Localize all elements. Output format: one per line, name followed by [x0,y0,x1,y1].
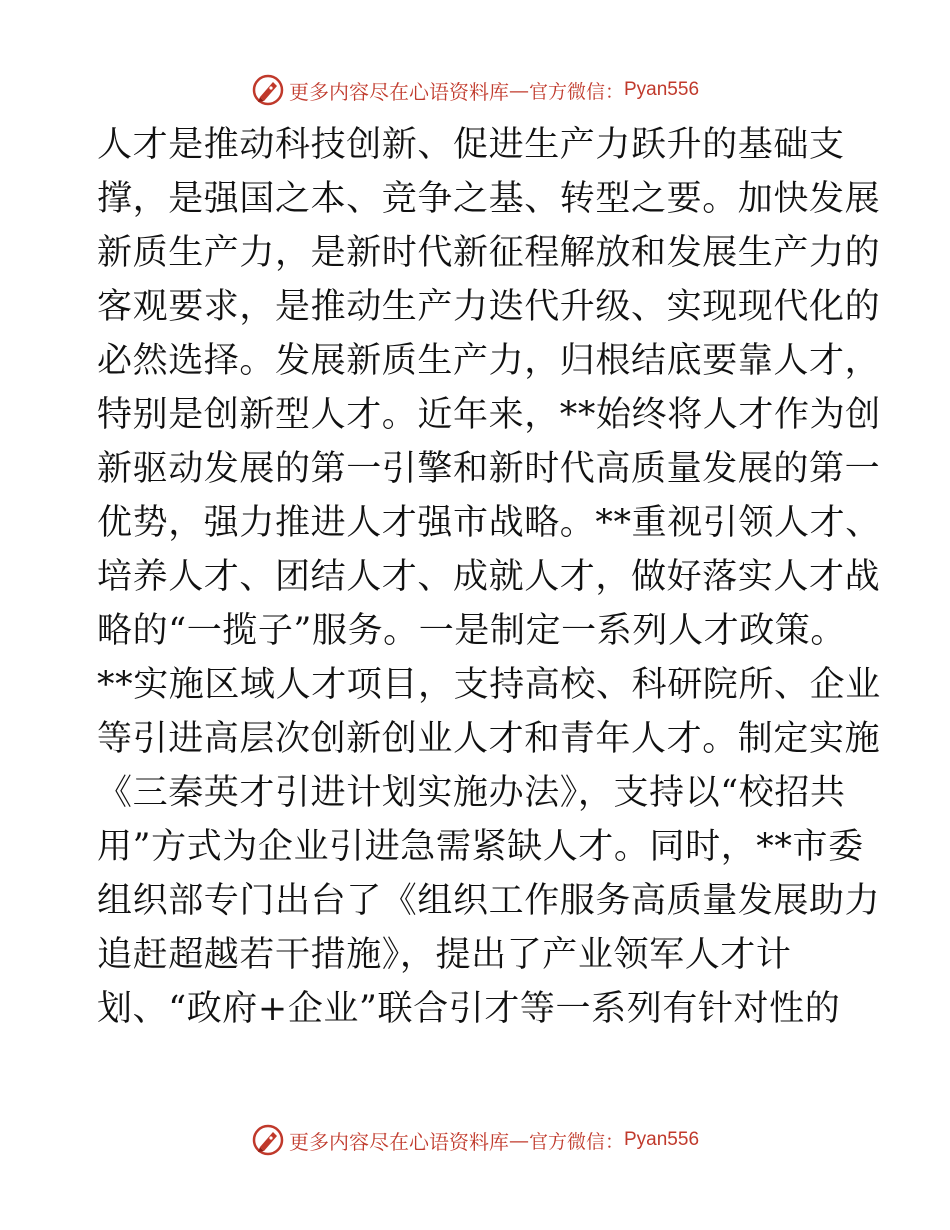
banner-wechat-id: Pyan556 [624,1129,700,1150]
text-line: **实施区域人才项目，支持高校、科研院所、企业 [97,665,881,705]
pen-logo-icon [251,1123,285,1157]
text-line: 略的“一揽子”服务。一是制定一系列人才政策。 [97,611,846,651]
text-line: 人才是推动科技创新、促进生产力跃升的基础支 [97,125,845,165]
footer-banner [0,1120,950,1160]
header-banner [0,70,950,110]
text-line: 划、“政府+企业”联合引才等一系列有针对性的 [97,989,841,1029]
text-line: 《三秦英才引进计划实施办法》，支持以“校招共 [97,773,846,813]
text-line: 特别是创新型人才。近年来，**始终将人才作为创 [97,395,881,435]
text-line: 客观要求，是推动生产力迭代升级、实现现代化的 [97,287,881,327]
text-line: 追赶超越若干措施》，提出了产业领军人才计 [97,935,792,975]
text-line: 撑，是强国之本、竞争之基、转型之要。加快发展 [97,179,881,219]
banner-wechat-id: Pyan556 [624,79,700,100]
text-line: 新驱动发展的第一引擎和新时代高质量发展的第一 [97,449,881,489]
banner-wechat-label: 官方微信： [528,1130,624,1153]
banner-brand-text: 更多内容尽在心语资料库 [288,1129,509,1154]
document-body [97,118,881,1036]
text-line: 必然选择。发展新质生产力，归根结底要靠人才， [97,341,881,381]
text-line: 新质生产力，是新时代新征程解放和发展生产力的 [97,233,881,273]
banner-dash: — [508,78,529,102]
pen-logo-icon [251,73,285,107]
text-line: 等引进高层次创新创业人才和青年人才。制定实施 [97,719,881,759]
banner-wechat-label: 官方微信： [528,80,624,103]
banner-dash: — [508,1128,529,1152]
text-line: 培养人才、团结人才、成就人才，做好落实人才战 [97,557,881,597]
text-line: 用”方式为企业引进急需紧缺人才。同时，**市委 [97,827,864,867]
text-line: 优势，强力推进人才强市战略。**重视引领人才、 [97,503,881,543]
text-line: 组织部专门出台了《组织工作服务高质量发展助力 [97,881,881,921]
banner-brand-text: 更多内容尽在心语资料库 [288,79,509,104]
